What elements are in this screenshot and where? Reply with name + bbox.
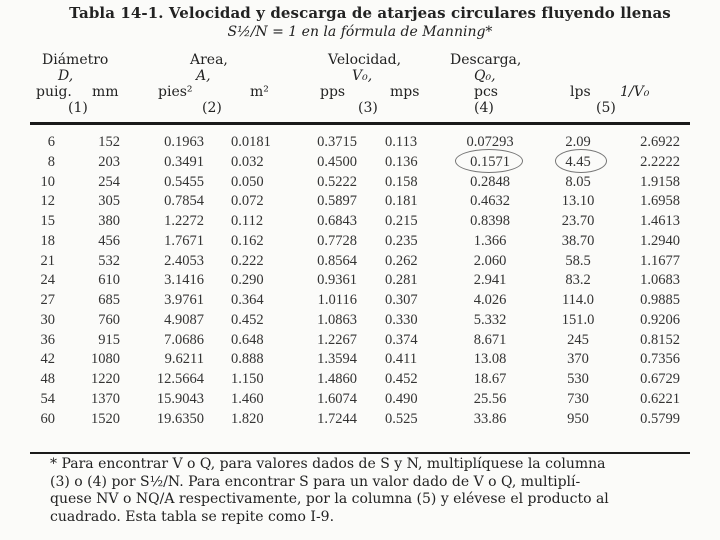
header-diameter: Diámetro — [42, 52, 109, 68]
cell-discharge-lps: 4.45 — [565, 153, 591, 170]
cell-inverse-velocity: 0.6729 — [640, 371, 680, 387]
cell-velocity-mps: 0.452 — [385, 371, 418, 387]
cell-discharge-cfs: 0.8398 — [470, 213, 510, 229]
cell-diameter-mm: 1220 — [91, 371, 120, 387]
footnote-line: * Para encontrar V o Q, para valores dados de S y N, multiplíquese la columna — [50, 456, 606, 472]
table-row — [0, 371, 720, 391]
cell-area-ft2: 0.3491 — [164, 153, 204, 170]
cell-discharge-cfs: 0.1571 — [470, 153, 510, 170]
cell-diameter-mm: 305 — [98, 193, 120, 210]
cell-velocity-fps: 1.2267 — [317, 331, 357, 348]
cell-area-ft2: 3.9761 — [164, 292, 204, 308]
header-unit-m2: m² — [250, 84, 269, 100]
cell-area-ft2: 1.2272 — [164, 213, 204, 229]
cell-area-ft2: 3.1416 — [164, 272, 204, 289]
cell-area-ft2: 0.7854 — [164, 193, 204, 210]
footnote-line: cuadrado. Esta tabla se repite como I-9. — [50, 508, 335, 525]
cell-diameter-mm: 760 — [98, 311, 120, 328]
cell-velocity-mps: 0.136 — [385, 153, 418, 170]
cell-diameter-in: 60 — [40, 410, 55, 427]
header-velocity-symbol: V₀, — [352, 68, 373, 84]
cell-discharge-lps: 83.2 — [565, 272, 591, 289]
cell-area-ft2: 12.5664 — [156, 371, 204, 387]
cell-diameter-in: 21 — [40, 252, 55, 269]
cell-area-ft2: 19.6350 — [156, 410, 204, 427]
cell-area-m2: 0.290 — [231, 272, 264, 289]
cell-discharge-lps: 530 — [567, 371, 589, 387]
cell-discharge-cfs: 8.671 — [473, 331, 507, 348]
top-rule — [30, 122, 690, 125]
cell-diameter-in: 30 — [40, 311, 55, 328]
table-row — [0, 332, 720, 352]
cell-diameter-mm: 610 — [98, 272, 120, 289]
cell-area-ft2: 0.1963 — [164, 134, 204, 150]
cell-velocity-fps: 1.7244 — [317, 410, 357, 427]
header-unit-cfs: pcs — [474, 84, 498, 100]
cell-velocity-fps: 0.7728 — [317, 232, 357, 249]
cell-area-m2: 0.112 — [231, 213, 264, 229]
cell-velocity-mps: 0.330 — [385, 311, 418, 328]
header-unit-ft2: pies² — [158, 84, 193, 100]
cell-velocity-fps: 0.4500 — [317, 153, 357, 170]
header-col-1: (1) — [68, 100, 88, 116]
cell-area-ft2: 15.9043 — [156, 390, 204, 407]
table-row — [0, 292, 720, 312]
cell-discharge-cfs: 25.56 — [473, 390, 507, 407]
header-col-4: (4) — [474, 100, 494, 116]
cell-area-m2: 0.0181 — [231, 134, 271, 150]
cell-diameter-in: 42 — [40, 351, 55, 368]
cell-area-m2: 1.460 — [231, 390, 264, 407]
cell-area-m2: 1.820 — [231, 410, 264, 427]
cell-inverse-velocity: 0.8152 — [640, 331, 680, 348]
cell-area-m2: 0.032 — [231, 153, 264, 170]
cell-discharge-lps: 950 — [567, 410, 589, 427]
table-row — [0, 391, 720, 411]
cell-discharge-cfs: 0.2848 — [470, 173, 510, 190]
cell-velocity-mps: 0.411 — [385, 351, 418, 368]
header-unit-lps: lps — [570, 84, 591, 100]
table-row — [0, 411, 720, 431]
table-subtitle: S½/N = 1 en la fórmula de Manning* — [227, 24, 493, 40]
table-row — [0, 134, 720, 154]
cell-discharge-lps: 730 — [567, 390, 589, 407]
cell-diameter-in: 36 — [40, 331, 55, 348]
cell-area-ft2: 4.9087 — [164, 311, 204, 328]
header-unit-fps: pps — [320, 84, 346, 100]
cell-discharge-cfs: 13.08 — [473, 351, 507, 368]
cell-discharge-cfs: 2.941 — [473, 272, 507, 289]
footnote-line: quese NV o NQ/A respectivamente, por la columna (5) y elévese el producto al — [50, 491, 609, 507]
cell-velocity-fps: 0.5222 — [317, 173, 357, 190]
cell-inverse-velocity: 0.9206 — [640, 311, 680, 328]
cell-velocity-fps: 0.5897 — [317, 193, 357, 210]
cell-velocity-mps: 0.307 — [385, 292, 418, 308]
header-discharge-symbol: Q₀, — [474, 68, 496, 84]
handwritten-circle — [455, 149, 523, 173]
cell-area-m2: 0.364 — [231, 292, 264, 308]
cell-diameter-mm: 456 — [98, 232, 120, 249]
table-row — [0, 312, 720, 332]
cell-velocity-fps: 0.6843 — [317, 213, 357, 229]
header-col-2: (2) — [202, 100, 222, 116]
cell-area-m2: 0.072 — [231, 193, 264, 210]
cell-discharge-cfs: 1.366 — [473, 232, 507, 249]
cell-velocity-fps: 1.3594 — [317, 351, 357, 368]
footnote — [50, 456, 690, 526]
table-row — [0, 253, 720, 273]
cell-inverse-velocity: 1.2940 — [640, 232, 680, 249]
cell-velocity-fps: 0.8564 — [317, 252, 357, 269]
header-col-5: (5) — [596, 100, 616, 116]
cell-area-m2: 1.150 — [231, 371, 264, 387]
header-unit-in: puig. — [36, 84, 72, 100]
cell-inverse-velocity: 0.9885 — [640, 292, 680, 308]
cell-diameter-in: 54 — [40, 390, 55, 407]
cell-discharge-cfs: 0.07293 — [466, 134, 514, 150]
cell-discharge-cfs: 18.67 — [473, 371, 507, 387]
table-row — [0, 272, 720, 292]
cell-area-ft2: 1.7671 — [164, 232, 204, 249]
cell-velocity-fps: 1.0116 — [317, 292, 357, 308]
cell-inverse-velocity: 0.5799 — [640, 410, 680, 427]
cell-velocity-fps: 0.9361 — [317, 272, 357, 289]
header-area: Area, — [190, 52, 228, 68]
cell-diameter-mm: 685 — [98, 292, 120, 308]
cell-discharge-cfs: 5.332 — [473, 311, 507, 328]
cell-inverse-velocity: 0.6221 — [640, 390, 680, 407]
cell-velocity-mps: 0.113 — [385, 134, 418, 150]
cell-diameter-in: 8 — [47, 153, 55, 170]
cell-velocity-mps: 0.235 — [385, 232, 418, 249]
header-diameter-symbol: D, — [58, 68, 74, 84]
table-row — [0, 174, 720, 194]
cell-discharge-lps: 2.09 — [565, 134, 591, 150]
cell-diameter-in: 12 — [40, 193, 55, 210]
cell-discharge-lps: 23.70 — [561, 213, 595, 229]
cell-inverse-velocity: 1.1677 — [640, 252, 680, 269]
cell-velocity-fps: 1.0863 — [317, 311, 357, 328]
cell-discharge-lps: 245 — [567, 331, 589, 348]
cell-inverse-velocity: 1.4613 — [640, 213, 680, 229]
cell-diameter-in: 27 — [40, 292, 55, 308]
cell-area-m2: 0.648 — [231, 331, 264, 348]
cell-velocity-mps: 0.374 — [385, 331, 418, 348]
table-row — [0, 193, 720, 213]
cell-area-m2: 0.050 — [231, 173, 264, 190]
cell-velocity-mps: 0.262 — [385, 252, 418, 269]
cell-diameter-mm: 380 — [98, 213, 120, 229]
handwritten-circle — [555, 149, 607, 173]
cell-diameter-in: 10 — [40, 173, 55, 190]
cell-velocity-mps: 0.158 — [385, 173, 418, 190]
cell-area-ft2: 7.0686 — [164, 331, 204, 348]
cell-diameter-in: 15 — [40, 213, 55, 229]
cell-discharge-cfs: 0.4632 — [470, 193, 510, 210]
cell-diameter-mm: 203 — [98, 153, 120, 170]
table-title: Tabla 14-1. Velocidad y descarga de atarjeas circulares fluyendo llenas — [69, 4, 671, 22]
cell-velocity-fps: 0.3715 — [317, 134, 357, 150]
cell-velocity-mps: 0.215 — [385, 213, 418, 229]
cell-inverse-velocity: 1.6958 — [640, 193, 680, 210]
header-unit-mps: mps — [390, 84, 420, 100]
cell-diameter-in: 6 — [47, 134, 55, 150]
cell-discharge-lps: 58.5 — [565, 252, 591, 269]
header-velocity: Velocidad, — [328, 52, 402, 68]
cell-area-m2: 0.162 — [231, 232, 264, 249]
cell-inverse-velocity: 2.2222 — [640, 153, 680, 170]
header-area-symbol: A, — [196, 68, 211, 84]
header-inverse-velocity: 1/V₀ — [620, 84, 650, 100]
cell-diameter-mm: 1520 — [91, 410, 120, 427]
cell-discharge-cfs: 33.86 — [473, 410, 507, 427]
header-unit-mm: mm — [92, 84, 119, 100]
cell-area-m2: 0.222 — [231, 252, 264, 269]
cell-discharge-lps: 370 — [567, 351, 589, 368]
cell-diameter-mm: 1370 — [91, 390, 120, 407]
cell-velocity-mps: 0.281 — [385, 272, 418, 289]
cell-diameter-mm: 152 — [98, 134, 120, 150]
cell-discharge-lps: 114.0 — [561, 292, 595, 308]
cell-area-m2: 0.452 — [231, 311, 264, 328]
cell-diameter-mm: 254 — [98, 173, 120, 190]
bottom-rule — [30, 452, 690, 454]
cell-diameter-mm: 915 — [98, 331, 120, 348]
cell-discharge-lps: 8.05 — [565, 173, 591, 190]
footnote-line: (3) o (4) por S½/N. Para encontrar S para un valor dado de V o Q, multiplí- — [50, 473, 581, 490]
cell-area-ft2: 2.4053 — [164, 252, 204, 269]
table-row — [0, 154, 720, 174]
cell-area-m2: 0.888 — [231, 351, 264, 368]
cell-area-ft2: 0.5455 — [164, 173, 204, 190]
cell-inverse-velocity: 1.9158 — [640, 173, 680, 190]
cell-inverse-velocity: 2.6922 — [640, 134, 680, 150]
cell-velocity-fps: 1.6074 — [317, 390, 357, 407]
cell-velocity-mps: 0.490 — [385, 390, 418, 407]
cell-diameter-mm: 1080 — [91, 351, 120, 368]
cell-discharge-cfs: 4.026 — [473, 292, 507, 308]
cell-diameter-in: 18 — [40, 232, 55, 249]
cell-diameter-in: 48 — [40, 371, 55, 387]
header-discharge: Descarga, — [450, 52, 522, 68]
table-row — [0, 233, 720, 253]
cell-discharge-lps: 38.70 — [561, 232, 595, 249]
table-row — [0, 213, 720, 233]
cell-diameter-in: 24 — [40, 272, 55, 289]
cell-discharge-lps: 13.10 — [561, 193, 595, 210]
cell-discharge-lps: 151.0 — [561, 311, 595, 328]
cell-velocity-mps: 0.525 — [385, 410, 418, 427]
header-col-3: (3) — [358, 100, 378, 116]
cell-diameter-mm: 532 — [98, 252, 120, 269]
cell-velocity-mps: 0.181 — [385, 193, 418, 210]
cell-inverse-velocity: 0.7356 — [640, 351, 680, 368]
cell-velocity-fps: 1.4860 — [317, 371, 357, 387]
cell-discharge-cfs: 2.060 — [473, 252, 507, 269]
cell-area-ft2: 9.6211 — [164, 351, 204, 368]
table-row — [0, 351, 720, 371]
cell-inverse-velocity: 1.0683 — [640, 272, 680, 289]
